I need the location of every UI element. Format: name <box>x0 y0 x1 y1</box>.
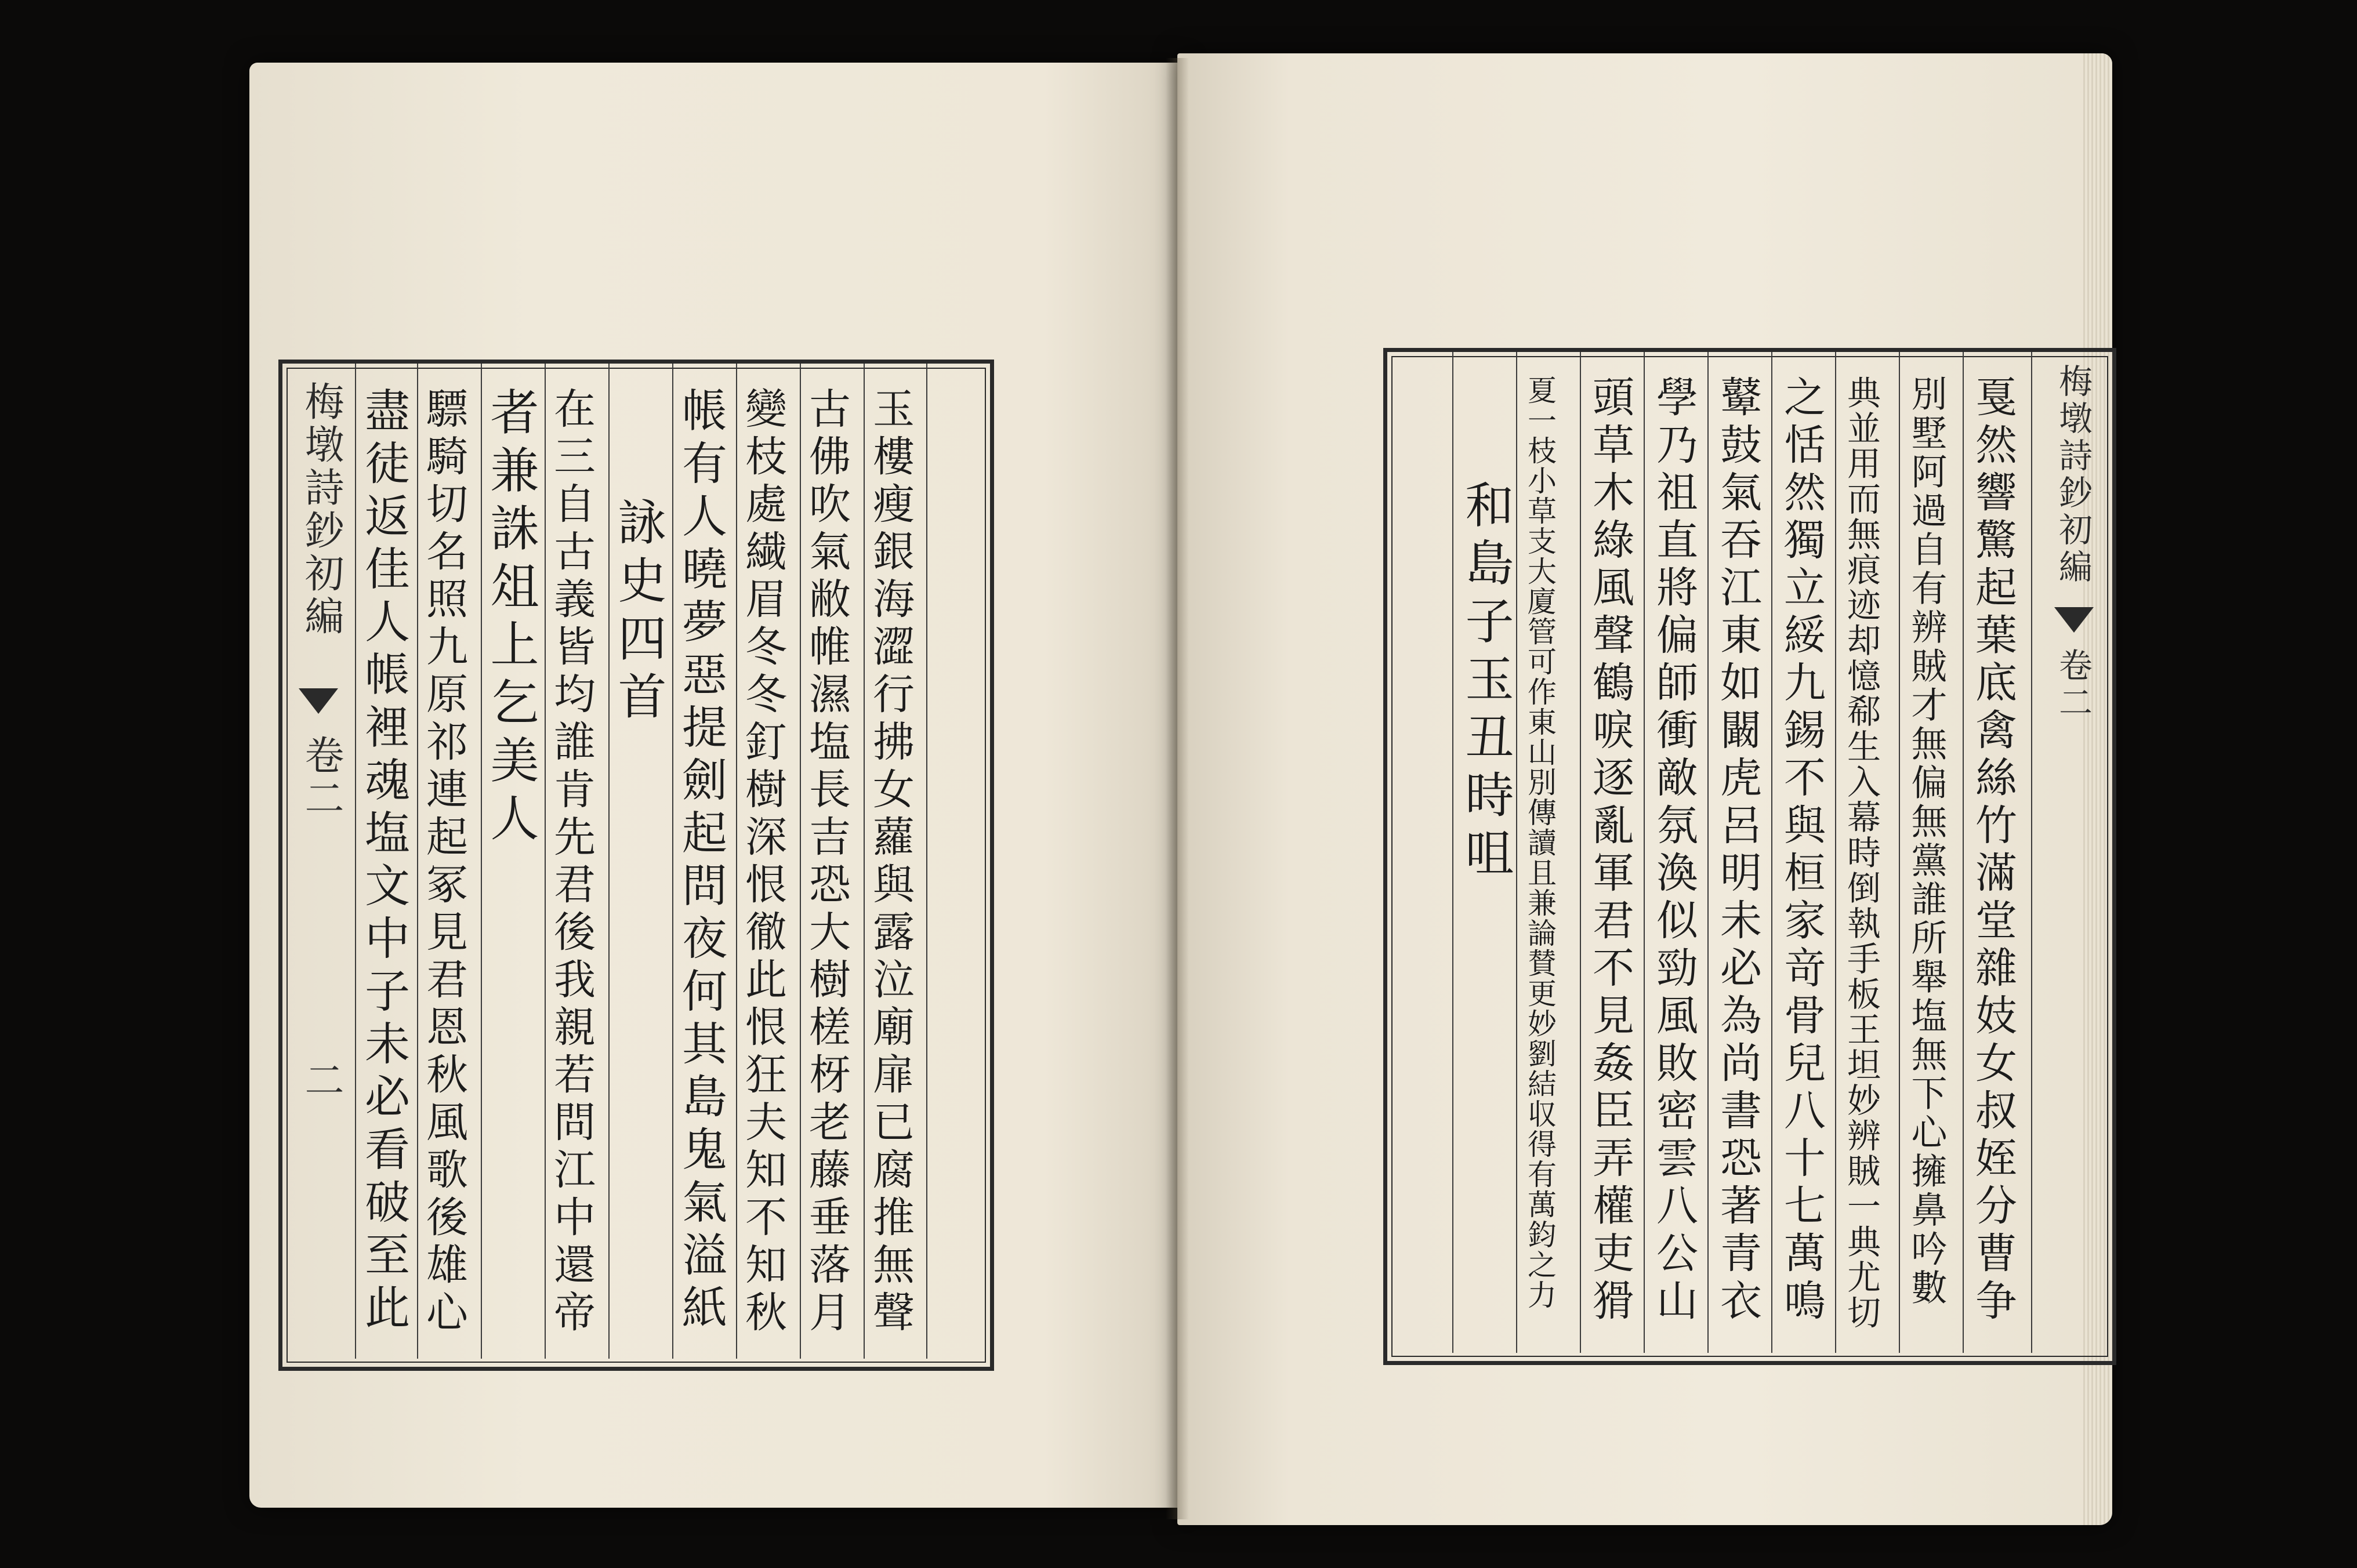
text-column-3: 變枝處繊眉冬冬釘樹深恨徹此恨狂夫知不知秋 <box>738 387 787 1338</box>
column-rule <box>1771 352 1772 1353</box>
column-rule <box>1899 352 1900 1353</box>
text-column-4: 帳有人曉夢惡提劍起問夜何其島鬼氣溢紙 <box>675 387 727 1337</box>
column-rule <box>2031 352 2032 1353</box>
column-rule <box>864 364 865 1359</box>
text-column-9: 盡徒返佳人帳裡魂塩文中子未必看破至此 <box>357 387 409 1337</box>
column-rule <box>926 364 927 1359</box>
text-column-2: 古佛吹氣敝帷濕塩長吉恐大樹槎枒老藤垂落月 <box>802 387 851 1338</box>
left-text-frame <box>278 360 994 1371</box>
text-column-5: 鼙鼓氣吞江東如闞虎呂明未必為尚書恐著青衣 <box>1713 375 1762 1326</box>
text-column-4: 之恬然獨立綏九錫不與桓家竒骨兒八十七萬鳴 <box>1777 375 1826 1326</box>
column-rule <box>545 364 546 1359</box>
column-rule <box>672 364 673 1359</box>
text-column-8: 驃騎切名照九原祁連起冢見君恩秋風歌後雄心 <box>419 387 468 1338</box>
poem-heading: 和島子玉丑時咀 <box>1457 480 1514 885</box>
text-column-1: 戛然響驚起葉底禽絲竹滿堂雜妓女叔姪分曹争 <box>1968 375 2017 1326</box>
left-volume-label: 卷二 <box>298 735 344 821</box>
right-volume-label: 卷二 <box>2053 648 2093 722</box>
column-rule <box>608 364 610 1359</box>
column-rule <box>1707 352 1709 1353</box>
column-rule <box>1835 352 1836 1353</box>
book-gutter <box>1166 58 1189 1519</box>
column-rule <box>1452 352 1453 1353</box>
text-column-7: 頭草木綠風聲鶴唳逐亂軍君不見姦臣弄權吏猾 <box>1586 375 1634 1326</box>
column-rule <box>355 364 356 1359</box>
text-column-6: 在三自古義皆均誰肯先君後我親若問江中還帝 <box>547 387 596 1338</box>
column-rule <box>1963 352 1964 1353</box>
right-text-frame <box>1383 348 2116 1365</box>
text-column-6: 學乃祖直將偏師衝敵氛渙似勁風敗密雲八公山 <box>1649 375 1698 1326</box>
column-rule <box>417 364 418 1359</box>
left-margin-title: 梅墩詩鈔初編 <box>298 381 344 638</box>
poem-heading: 詠史四首 <box>610 497 667 729</box>
column-rule <box>1644 352 1645 1353</box>
column-rule <box>800 364 801 1359</box>
column-rule <box>481 364 482 1359</box>
column-rule <box>1580 352 1581 1353</box>
text-column-2: 別墅阿過自有辨賊才無偏無黨誰所舉塩無下心擁鼻吟數 <box>1905 375 1948 1308</box>
text-column-8: 夏一枝小草支大廈管可作東山別傳讀且兼論賛更妙劉結収得有萬鈞之力 <box>1523 375 1557 1310</box>
text-column-1: 玉樓瘦銀海澀行拂女蘿與露泣廟扉已腐推無聲 <box>866 387 915 1338</box>
left-folio-number: 二 <box>298 1059 344 1102</box>
right-margin-title: 梅墩詩鈔初編 <box>2053 364 2093 586</box>
fish-tail-mark <box>299 688 338 714</box>
column-rule <box>1516 352 1517 1353</box>
fish-tail-mark <box>2054 607 2094 633</box>
text-column-7: 者兼誅俎上乞美人 <box>483 387 539 851</box>
column-rule <box>736 364 737 1359</box>
text-column-3: 典並用而無痕迹却憶郗生入幕時倒執手板王坦妙辨賊一典尤切 <box>1841 375 1881 1330</box>
